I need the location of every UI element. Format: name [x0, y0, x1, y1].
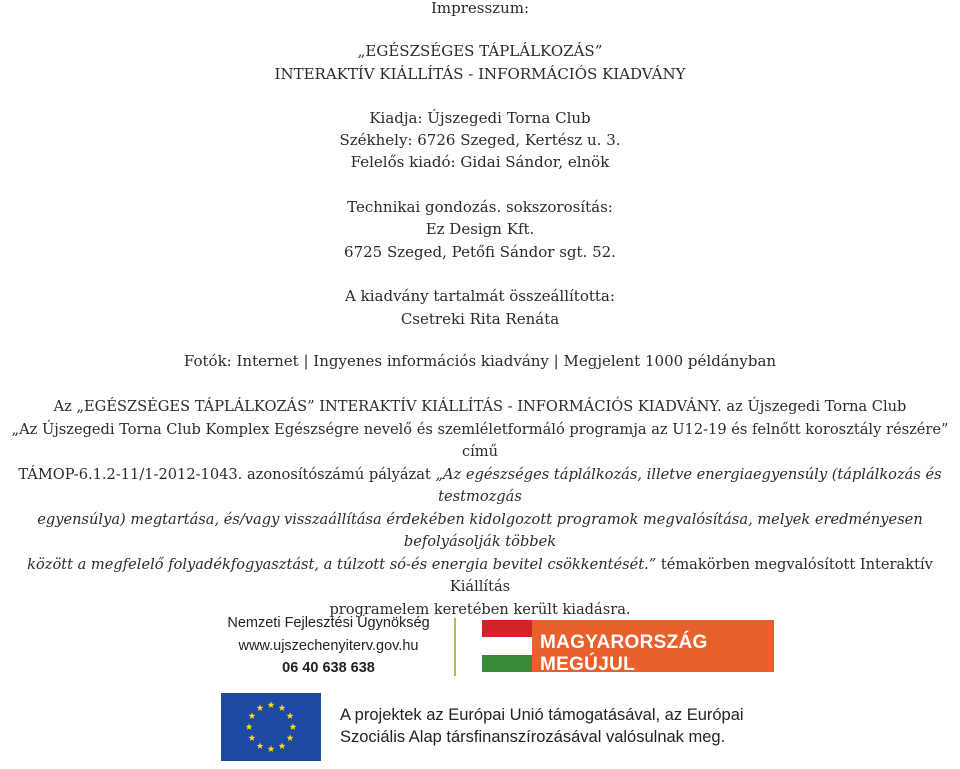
paragraph-line-2: „Az Újszegedi Torna Club Komplex Egészségre nevelő és szemléletformáló programja az U12-19 és felnőtt korosztály részére” című: [11, 420, 949, 460]
tech-address: 6725 Szeged, Petőfi Sándor sgt. 52.: [344, 243, 616, 261]
flag-white-stripe: [482, 637, 532, 655]
paragraph: [0, 396, 960, 621]
magyarorszag-megujul-logo: [482, 620, 774, 675]
paragraph-line-5: [0, 554, 960, 599]
publisher: Kiadja: Újszegedi Torna Club: [369, 109, 591, 127]
eu-star-icon: [279, 704, 286, 711]
title-line-2: INTERAKTÍV KIÁLLÍTÁS - INFORMÁCIÓS KIADVÁNY: [274, 65, 686, 83]
eu-star-icon: [287, 734, 294, 741]
eu-stars-icon: [221, 693, 321, 761]
slogan-text: MAGYARORSZÁG MEGÚJUL: [540, 632, 708, 675]
eu-flag: [221, 693, 321, 761]
seat: Székhely: 6726 Szeged, Kertész u. 3.: [339, 131, 621, 149]
divider-line: [454, 618, 456, 676]
paragraph-line-3: [0, 464, 960, 509]
eu-star-icon: [290, 723, 297, 730]
paragraph-line-3-plain: TÁMOP-6.1.2-11/1-2012-1043. azonosítószámú pályázat: [18, 465, 436, 483]
eu-line-2: Szociális Alap társfinanszírozásával valósulnak meg.: [340, 728, 726, 746]
flag-red-stripe: [482, 620, 532, 637]
photos-line: Fotók: Internet | Ingyenes információs kiadvány | Megjelent 1000 példányban: [183, 352, 777, 370]
impresszum-heading: Impresszum:: [430, 0, 530, 17]
eu-star-icon: [246, 723, 253, 730]
agency-name: Nemzeti Fejlesztési Ügynökség: [227, 615, 430, 631]
eu-star-icon: [287, 712, 294, 719]
agency-phone: 06 40 638 638: [282, 660, 375, 676]
paragraph-line-3-italic: „Az egészséges táplálkozás, illetve energiaegyensúly (táplálkozás és testmozgás: [435, 465, 942, 505]
eu-line-1: A projektek az Európai Unió támogatásával, az Európai: [340, 706, 744, 724]
eu-star-icon: [268, 745, 275, 752]
paragraph-line-5-plain: témakörben megvalósított Interaktív Kiállítás: [449, 555, 933, 595]
flag-green-stripe: [482, 655, 532, 672]
paragraph-line-4: egyensúlya) megtartása, és/vagy visszaállítása érdekében kidolgozott programok megvalósítása, melyek eredményesen befolyásolják többek: [37, 510, 923, 550]
paragraph-line-6: programelem keretében került kiadásra.: [329, 600, 631, 618]
title-line-1: „EGÉSZSÉGES TÁPLÁLKOZÁS”: [357, 42, 603, 60]
paragraph-line-5-italic: között a megfelelő folyadékfogyasztást, a túlzott só-és energia bevitel csökkentését.”: [27, 555, 657, 573]
eu-star-icon: [279, 742, 286, 749]
eu-star-icon: [257, 704, 264, 711]
eu-star-icon: [268, 701, 275, 708]
paragraph-line-1: Az „EGÉSZSÉGES TÁPLÁLKOZÁS” INTERAKTÍV KIÁLLÍTÁS - INFORMÁCIÓS KIADVÁNY. az Újszegedi Torna Club: [53, 398, 907, 415]
compiled-label: A kiadvány tartalmát összeállította:: [345, 287, 615, 305]
responsible-publisher: Felelős kiadó: Gidai Sándor, elnök: [350, 153, 610, 171]
agency-website: www.ujszechenyiterv.gov.hu: [238, 638, 419, 654]
eu-star-icon: [249, 734, 256, 741]
tech-company: Ez Design Kft.: [425, 220, 535, 238]
tech-label: Technikai gondozás. sokszorosítás:: [347, 198, 613, 216]
eu-star-icon: [249, 712, 256, 719]
eu-star-icon: [257, 742, 264, 749]
compiled-name: Csetreki Rita Renáta: [400, 310, 560, 328]
